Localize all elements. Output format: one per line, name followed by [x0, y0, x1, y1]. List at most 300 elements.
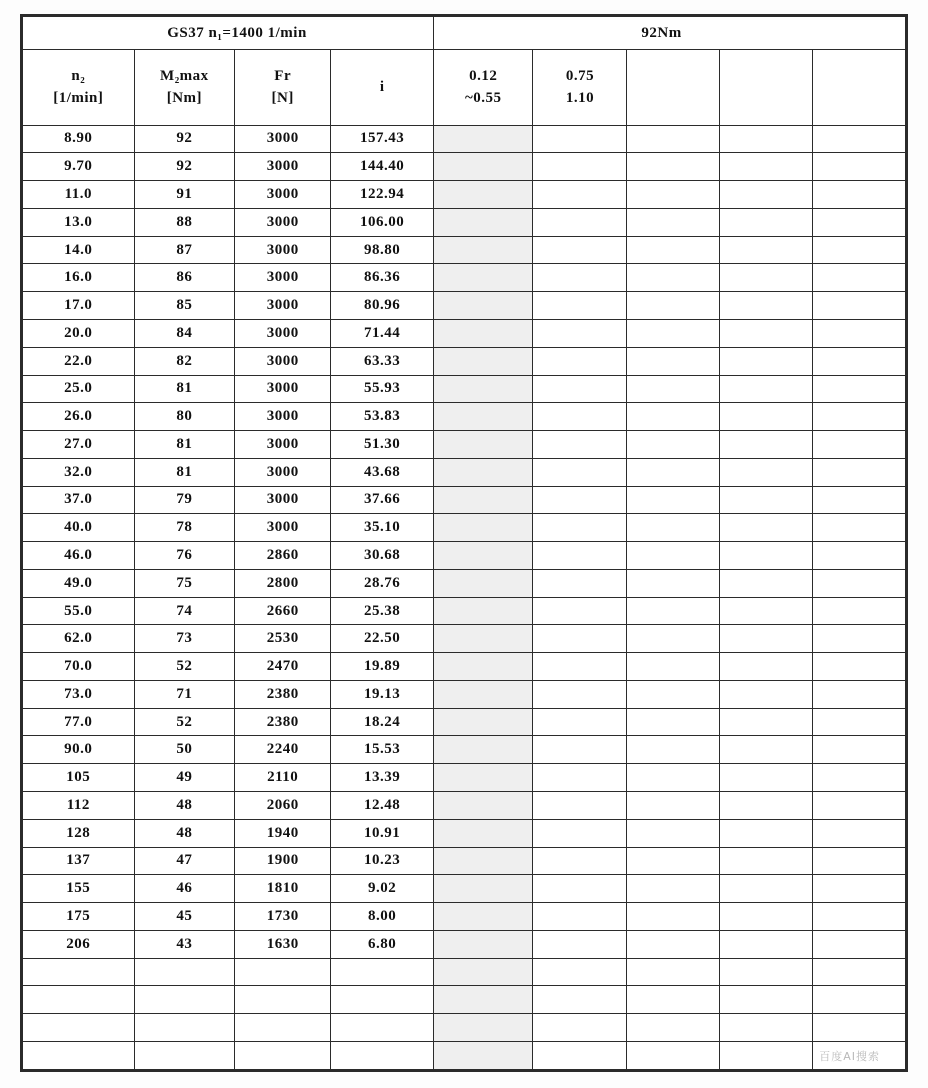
- cell-i: 144.40: [331, 153, 434, 181]
- cell-blank-8: [813, 930, 906, 958]
- cell-fr: 3000: [235, 375, 331, 403]
- cell-n2: 11.0: [23, 181, 135, 209]
- cell-blank-7: [720, 236, 813, 264]
- cell-blank-5: [533, 486, 627, 514]
- cell-blank-6: [627, 625, 720, 653]
- cell-blank-4: [434, 347, 533, 375]
- cell-n2: 77.0: [23, 708, 135, 736]
- cell-m2max: 81: [134, 458, 235, 486]
- cell-m2max: 87: [134, 236, 235, 264]
- cell-n2: 137: [23, 847, 135, 875]
- cell-empty-5: [533, 958, 627, 986]
- cell-n2: 17.0: [23, 292, 135, 320]
- table-row: [23, 236, 906, 264]
- cell-n2: 26.0: [23, 403, 135, 431]
- cell-fr: 3000: [235, 347, 331, 375]
- cell-i: 15.53: [331, 736, 434, 764]
- cell-blank-5: [533, 319, 627, 347]
- cell-i: 55.93: [331, 375, 434, 403]
- cell-blank-6: [627, 431, 720, 459]
- column-header-line1: n₂: [71, 67, 86, 84]
- cell-m2max: 82: [134, 347, 235, 375]
- cell-blank-5: [533, 791, 627, 819]
- cell-i: 6.80: [331, 930, 434, 958]
- table-row: [23, 930, 906, 958]
- table-row: [23, 181, 906, 209]
- table-row: [23, 653, 906, 681]
- cell-i: 37.66: [331, 486, 434, 514]
- cell-m2max: 50: [134, 736, 235, 764]
- cell-m2max: 91: [134, 181, 235, 209]
- cell-blank-8: [813, 264, 906, 292]
- cell-n2: 112: [23, 791, 135, 819]
- cell-blank-8: [813, 208, 906, 236]
- cell-blank-8: [813, 181, 906, 209]
- cell-blank-7: [720, 764, 813, 792]
- cell-fr: 2860: [235, 542, 331, 570]
- cell-i: 8.00: [331, 903, 434, 931]
- gearbox-spec-table: [22, 16, 906, 1070]
- cell-n2: 14.0: [23, 236, 135, 264]
- cell-blank-5: [533, 264, 627, 292]
- cell-n2: 175: [23, 903, 135, 931]
- table-row: [23, 764, 906, 792]
- cell-blank-8: [813, 736, 906, 764]
- cell-m2max: 92: [134, 153, 235, 181]
- cell-n2: 90.0: [23, 736, 135, 764]
- cell-empty-6: [627, 1041, 720, 1069]
- cell-fr: 3000: [235, 514, 331, 542]
- cell-m2max: 75: [134, 569, 235, 597]
- cell-blank-7: [720, 375, 813, 403]
- cell-blank-5: [533, 875, 627, 903]
- cell-i: 9.02: [331, 875, 434, 903]
- cell-empty-7: [720, 1041, 813, 1069]
- cell-m2max: 80: [134, 403, 235, 431]
- cell-blank-4: [434, 708, 533, 736]
- cell-blank-6: [627, 847, 720, 875]
- cell-m2max: 45: [134, 903, 235, 931]
- cell-blank-5: [533, 847, 627, 875]
- cell-blank-5: [533, 930, 627, 958]
- cell-i: 63.33: [331, 347, 434, 375]
- table-empty-row: [23, 1041, 906, 1069]
- cell-blank-6: [627, 819, 720, 847]
- cell-blank-7: [720, 708, 813, 736]
- table-empty-row: [23, 986, 906, 1014]
- cell-blank-6: [627, 514, 720, 542]
- cell-empty-8: [813, 986, 906, 1014]
- cell-blank-6: [627, 403, 720, 431]
- cell-blank-8: [813, 653, 906, 681]
- cell-i: 122.94: [331, 181, 434, 209]
- cell-empty-3: [331, 1041, 434, 1069]
- cell-fr: 3000: [235, 292, 331, 320]
- table-row: [23, 403, 906, 431]
- cell-empty-4: [434, 1014, 533, 1042]
- cell-blank-6: [627, 542, 720, 570]
- table-row: [23, 708, 906, 736]
- cell-blank-4: [434, 597, 533, 625]
- cell-blank-4: [434, 736, 533, 764]
- table-row: [23, 819, 906, 847]
- cell-blank-5: [533, 708, 627, 736]
- cell-blank-6: [627, 153, 720, 181]
- cell-blank-7: [720, 264, 813, 292]
- cell-n2: 9.70: [23, 153, 135, 181]
- cell-empty-5: [533, 1014, 627, 1042]
- column-header-line2: ~0.55: [464, 89, 502, 106]
- cell-blank-8: [813, 375, 906, 403]
- cell-empty-8: [813, 1014, 906, 1042]
- cell-fr: 3000: [235, 236, 331, 264]
- cell-blank-6: [627, 930, 720, 958]
- table-row: [23, 264, 906, 292]
- cell-blank-5: [533, 431, 627, 459]
- cell-blank-8: [813, 125, 906, 153]
- column-header-line2: 1.10: [565, 89, 595, 106]
- table-row: [23, 680, 906, 708]
- cell-blank-7: [720, 736, 813, 764]
- cell-i: 22.50: [331, 625, 434, 653]
- cell-m2max: 43: [134, 930, 235, 958]
- cell-blank-7: [720, 569, 813, 597]
- cell-blank-6: [627, 486, 720, 514]
- cell-n2: 25.0: [23, 375, 135, 403]
- cell-i: 157.43: [331, 125, 434, 153]
- cell-m2max: 85: [134, 292, 235, 320]
- cell-i: 51.30: [331, 431, 434, 459]
- title-model-speed: GS37 n₁=1400 1/min: [23, 17, 434, 50]
- cell-fr: 2060: [235, 791, 331, 819]
- cell-n2: 206: [23, 930, 135, 958]
- cell-i: 18.24: [331, 708, 434, 736]
- title-torque: 92Nm: [434, 17, 906, 50]
- cell-blank-4: [434, 847, 533, 875]
- cell-blank-6: [627, 208, 720, 236]
- cell-empty-7: [720, 986, 813, 1014]
- cell-blank-4: [434, 264, 533, 292]
- cell-n2: 22.0: [23, 347, 135, 375]
- cell-blank-8: [813, 403, 906, 431]
- cell-n2: 8.90: [23, 125, 135, 153]
- cell-blank-4: [434, 375, 533, 403]
- cell-blank-6: [627, 680, 720, 708]
- cell-blank-7: [720, 819, 813, 847]
- cell-empty-4: [434, 986, 533, 1014]
- cell-blank-8: [813, 625, 906, 653]
- cell-i: 35.10: [331, 514, 434, 542]
- cell-blank-7: [720, 347, 813, 375]
- cell-m2max: 81: [134, 431, 235, 459]
- cell-blank-6: [627, 597, 720, 625]
- cell-blank-7: [720, 597, 813, 625]
- cell-n2: 16.0: [23, 264, 135, 292]
- cell-blank-5: [533, 236, 627, 264]
- cell-blank-8: [813, 514, 906, 542]
- cell-m2max: 81: [134, 375, 235, 403]
- cell-blank-6: [627, 791, 720, 819]
- cell-i: 10.91: [331, 819, 434, 847]
- cell-m2max: 86: [134, 264, 235, 292]
- cell-blank-4: [434, 819, 533, 847]
- cell-n2: 37.0: [23, 486, 135, 514]
- table-row: [23, 542, 906, 570]
- cell-blank-5: [533, 347, 627, 375]
- spec-sheet: [20, 14, 908, 1072]
- cell-blank-4: [434, 153, 533, 181]
- cell-i: 19.89: [331, 653, 434, 681]
- cell-empty-2: [235, 1014, 331, 1042]
- cell-blank-6: [627, 569, 720, 597]
- cell-empty-3: [331, 958, 434, 986]
- cell-empty-6: [627, 1014, 720, 1042]
- table-title-row: [23, 17, 906, 50]
- cell-blank-8: [813, 680, 906, 708]
- cell-blank-7: [720, 292, 813, 320]
- cell-blank-7: [720, 625, 813, 653]
- cell-m2max: 47: [134, 847, 235, 875]
- cell-blank-6: [627, 875, 720, 903]
- table-row: [23, 153, 906, 181]
- cell-fr: 2530: [235, 625, 331, 653]
- cell-blank-6: [627, 236, 720, 264]
- cell-blank-5: [533, 680, 627, 708]
- cell-fr: 3000: [235, 486, 331, 514]
- cell-blank-5: [533, 292, 627, 320]
- table-empty-row: [23, 958, 906, 986]
- cell-blank-8: [813, 319, 906, 347]
- cell-i: 10.23: [331, 847, 434, 875]
- table-empty-row: [23, 1014, 906, 1042]
- cell-n2: 105: [23, 764, 135, 792]
- cell-blank-4: [434, 486, 533, 514]
- cell-m2max: 84: [134, 319, 235, 347]
- cell-blank-6: [627, 653, 720, 681]
- table-row: [23, 903, 906, 931]
- cell-blank-4: [434, 569, 533, 597]
- cell-i: 30.68: [331, 542, 434, 570]
- cell-fr: 2800: [235, 569, 331, 597]
- cell-fr: 2240: [235, 736, 331, 764]
- cell-empty-1: [134, 986, 235, 1014]
- cell-m2max: 74: [134, 597, 235, 625]
- cell-i: 13.39: [331, 764, 434, 792]
- cell-m2max: 92: [134, 125, 235, 153]
- cell-blank-8: [813, 458, 906, 486]
- cell-blank-7: [720, 791, 813, 819]
- cell-blank-6: [627, 292, 720, 320]
- cell-empty-1: [134, 1014, 235, 1042]
- cell-blank-8: [813, 153, 906, 181]
- cell-n2: 27.0: [23, 431, 135, 459]
- cell-blank-8: [813, 819, 906, 847]
- cell-empty-1: [134, 958, 235, 986]
- table-row: [23, 875, 906, 903]
- cell-blank-5: [533, 569, 627, 597]
- cell-empty-1: [134, 1041, 235, 1069]
- cell-fr: 3000: [235, 264, 331, 292]
- table-row: [23, 736, 906, 764]
- cell-fr: 1900: [235, 847, 331, 875]
- column-header-2: [235, 50, 331, 125]
- cell-blank-6: [627, 347, 720, 375]
- cell-blank-8: [813, 431, 906, 459]
- cell-empty-7: [720, 958, 813, 986]
- column-header-line1: 0.12: [469, 67, 498, 84]
- table-row: [23, 791, 906, 819]
- cell-n2: 128: [23, 819, 135, 847]
- table-row: [23, 625, 906, 653]
- cell-blank-4: [434, 930, 533, 958]
- cell-m2max: 78: [134, 514, 235, 542]
- table-row: [23, 514, 906, 542]
- cell-m2max: 48: [134, 819, 235, 847]
- cell-blank-4: [434, 791, 533, 819]
- cell-blank-8: [813, 791, 906, 819]
- cell-i: 28.76: [331, 569, 434, 597]
- cell-n2: 40.0: [23, 514, 135, 542]
- cell-blank-5: [533, 903, 627, 931]
- cell-blank-5: [533, 153, 627, 181]
- cell-blank-6: [627, 736, 720, 764]
- cell-m2max: 79: [134, 486, 235, 514]
- cell-empty-6: [627, 958, 720, 986]
- cell-blank-7: [720, 208, 813, 236]
- column-header-line1: M₂max: [160, 67, 209, 84]
- column-header-4: [434, 50, 533, 125]
- cell-m2max: 49: [134, 764, 235, 792]
- cell-blank-4: [434, 764, 533, 792]
- column-header-line1: Fr: [274, 67, 292, 84]
- cell-blank-4: [434, 236, 533, 264]
- cell-n2: 32.0: [23, 458, 135, 486]
- cell-blank-7: [720, 181, 813, 209]
- cell-blank-8: [813, 764, 906, 792]
- cell-m2max: 52: [134, 653, 235, 681]
- cell-fr: 2380: [235, 680, 331, 708]
- cell-blank-4: [434, 903, 533, 931]
- cell-blank-4: [434, 292, 533, 320]
- cell-blank-8: [813, 597, 906, 625]
- table-row: [23, 292, 906, 320]
- cell-fr: 1630: [235, 930, 331, 958]
- table-row: [23, 347, 906, 375]
- cell-m2max: 88: [134, 208, 235, 236]
- cell-fr: 3000: [235, 458, 331, 486]
- cell-empty-4: [434, 958, 533, 986]
- cell-blank-7: [720, 875, 813, 903]
- cell-fr: 3000: [235, 153, 331, 181]
- cell-i: 25.38: [331, 597, 434, 625]
- cell-blank-7: [720, 486, 813, 514]
- cell-blank-7: [720, 458, 813, 486]
- cell-blank-5: [533, 597, 627, 625]
- cell-empty-2: [235, 986, 331, 1014]
- cell-m2max: 48: [134, 791, 235, 819]
- cell-empty-0: [23, 1014, 135, 1042]
- cell-blank-8: [813, 569, 906, 597]
- cell-m2max: 52: [134, 708, 235, 736]
- cell-empty-4: [434, 1041, 533, 1069]
- cell-blank-5: [533, 458, 627, 486]
- cell-blank-8: [813, 875, 906, 903]
- column-header-line1: i: [379, 78, 385, 95]
- cell-empty-7: [720, 1014, 813, 1042]
- cell-empty-6: [627, 986, 720, 1014]
- cell-blank-6: [627, 125, 720, 153]
- cell-blank-6: [627, 181, 720, 209]
- cell-i: 19.13: [331, 680, 434, 708]
- table-row: [23, 125, 906, 153]
- column-header-5: [533, 50, 627, 125]
- cell-blank-6: [627, 375, 720, 403]
- cell-fr: 2660: [235, 597, 331, 625]
- table-row: [23, 319, 906, 347]
- cell-fr: 2110: [235, 764, 331, 792]
- cell-blank-4: [434, 319, 533, 347]
- cell-blank-8: [813, 542, 906, 570]
- cell-blank-7: [720, 847, 813, 875]
- cell-blank-7: [720, 680, 813, 708]
- column-header-1: [134, 50, 235, 125]
- cell-blank-7: [720, 403, 813, 431]
- cell-n2: 46.0: [23, 542, 135, 570]
- cell-n2: 55.0: [23, 597, 135, 625]
- table-row: [23, 569, 906, 597]
- cell-fr: 3000: [235, 181, 331, 209]
- cell-blank-6: [627, 903, 720, 931]
- cell-blank-8: [813, 903, 906, 931]
- cell-blank-7: [720, 431, 813, 459]
- cell-i: 12.48: [331, 791, 434, 819]
- table-row: [23, 431, 906, 459]
- column-header-line2: [Nm]: [166, 89, 203, 106]
- cell-blank-7: [720, 653, 813, 681]
- cell-blank-4: [434, 458, 533, 486]
- cell-fr: 3000: [235, 431, 331, 459]
- column-header-8: [813, 50, 906, 125]
- cell-blank-5: [533, 125, 627, 153]
- cell-n2: 20.0: [23, 319, 135, 347]
- cell-blank-7: [720, 542, 813, 570]
- cell-blank-6: [627, 458, 720, 486]
- table-row: [23, 375, 906, 403]
- cell-blank-8: [813, 708, 906, 736]
- table-row: [23, 208, 906, 236]
- cell-empty-8: [813, 958, 906, 986]
- cell-n2: 73.0: [23, 680, 135, 708]
- table-row: [23, 458, 906, 486]
- cell-blank-4: [434, 125, 533, 153]
- cell-empty-3: [331, 986, 434, 1014]
- column-header-line1: 0.75: [565, 67, 595, 84]
- cell-fr: 2470: [235, 653, 331, 681]
- cell-n2: 62.0: [23, 625, 135, 653]
- column-header-6: [627, 50, 720, 125]
- cell-blank-5: [533, 514, 627, 542]
- cell-blank-4: [434, 542, 533, 570]
- cell-blank-4: [434, 625, 533, 653]
- cell-i: 43.68: [331, 458, 434, 486]
- column-header-3: [331, 50, 434, 125]
- cell-blank-7: [720, 903, 813, 931]
- cell-blank-6: [627, 319, 720, 347]
- cell-blank-4: [434, 181, 533, 209]
- cell-empty-2: [235, 1041, 331, 1069]
- cell-n2: 49.0: [23, 569, 135, 597]
- cell-m2max: 46: [134, 875, 235, 903]
